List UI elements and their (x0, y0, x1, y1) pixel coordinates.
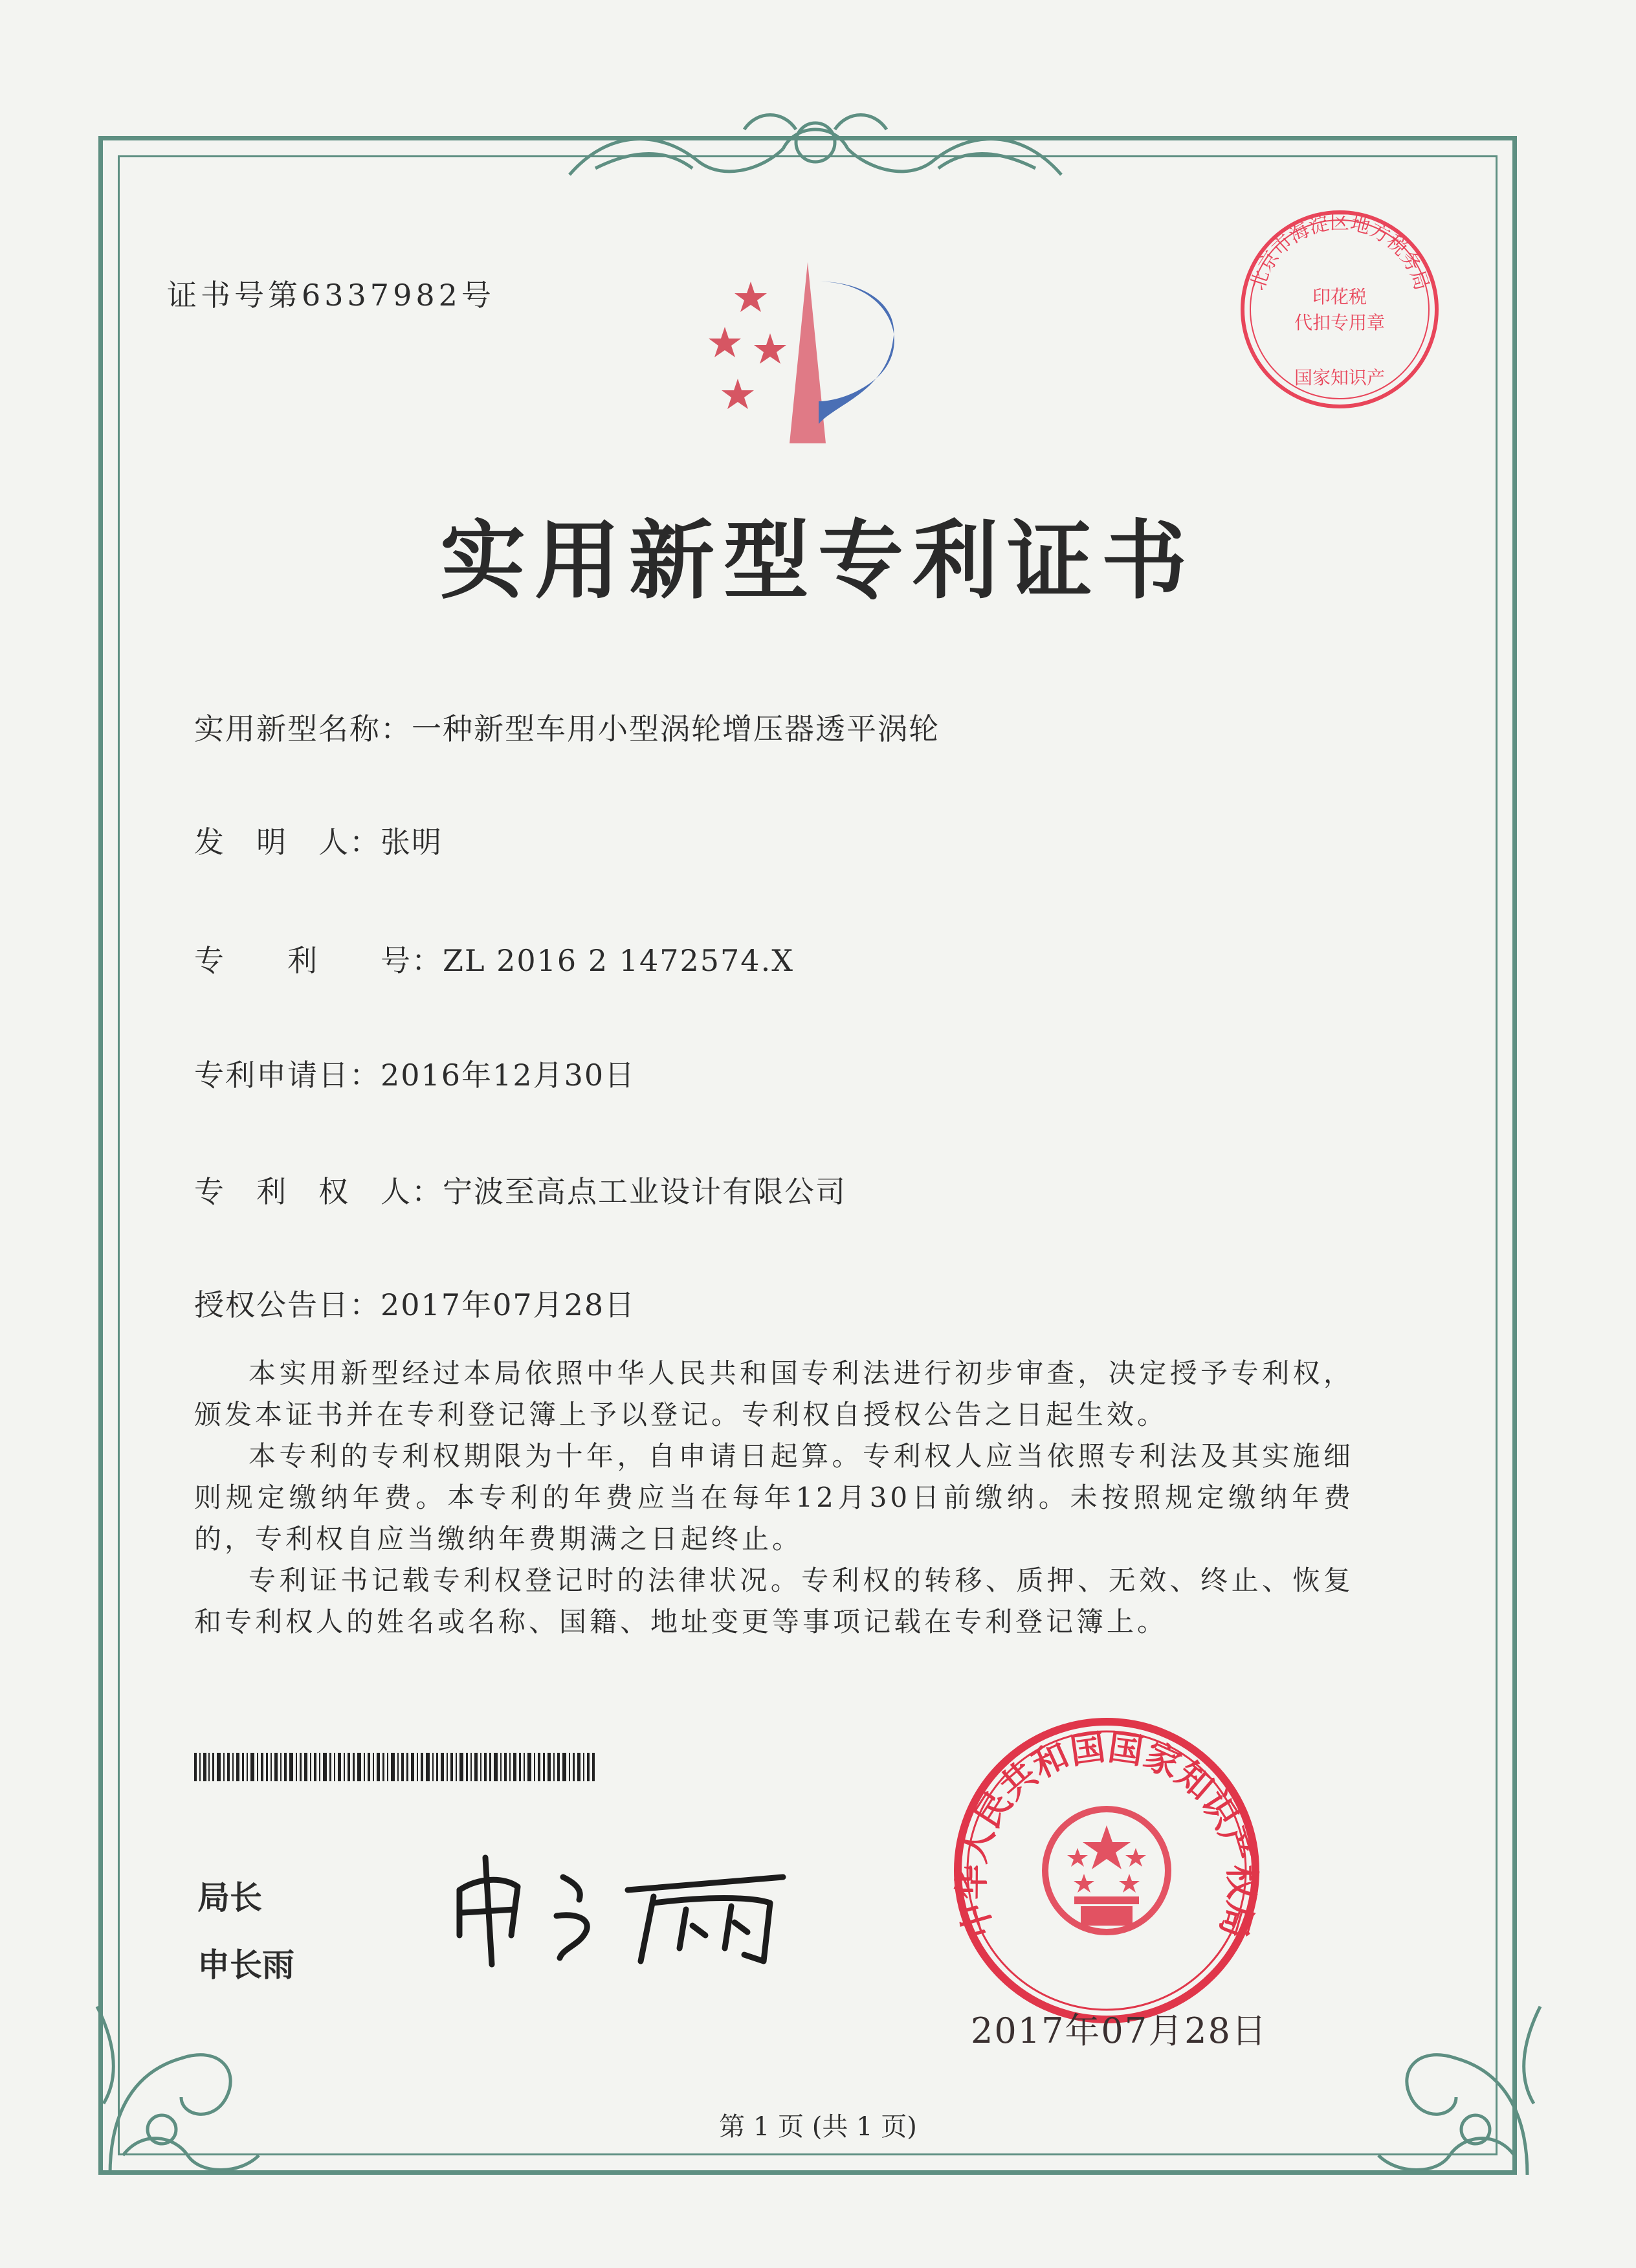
field-label: 专利申请日： (194, 1058, 381, 1093)
svg-text:中华人民共和国国家知识产权局: 中华人民共和国国家知识产权局 (950, 1726, 1263, 1943)
director-name: 申长雨 (197, 1946, 294, 1984)
barcode (194, 1753, 595, 1781)
field-utility-model-name (194, 706, 940, 748)
field-label: 专 利 号： (194, 943, 443, 978)
body-paragraph: 本专利的专利权期限为十年，自申请日起算。专利权人应当依照专利法及其实施细则规定缴纳年费。本专利的年费应当在每年12月30日前缴纳。未按照规定缴纳年费的，专利权自应当缴纳年费期满之日起终止。 (194, 1440, 1354, 1555)
page-number: 第 1 页 (共 1 页) (719, 2112, 917, 2142)
director-title: 局长 (197, 1879, 262, 1917)
field-grant-announcement-date (194, 1282, 636, 1324)
svg-text:国家知识产: 国家知识产 (1294, 367, 1386, 388)
body-paragraph: 专利证书记载专利权登记时的法律状况。专利权的转移、质押、无效、终止、恢复和专利权人的姓名或名称、国籍、地址变更等事项记载在专利登记簿上。 (194, 1564, 1354, 1638)
national-emblem-icon (1045, 1809, 1168, 1932)
field-patentee (194, 1168, 846, 1211)
field-label: 实用新型名称： (194, 711, 412, 746)
field-value: 一种新型车用小型涡轮增压器透平涡轮 (412, 711, 940, 746)
top-ornament (557, 104, 1074, 194)
bottom-right-ornament (1359, 1942, 1553, 2188)
seal-date: 2017年07月28日 (971, 2010, 1268, 2051)
national-ip-office-seal (945, 1709, 1268, 2032)
svg-text:北京市海淀区地方税务局: 北京市海淀区地方税务局 (1246, 211, 1433, 293)
field-value: ZL 2016 2 1472574.X (443, 943, 794, 978)
field-label: 专 利 权 人： (194, 1174, 443, 1209)
field-value: 2017年07月28日 (381, 1287, 636, 1322)
field-value: 2016年12月30日 (381, 1058, 636, 1093)
body-paragraph: 本实用新型经过本局依照中华人民共和国专利法进行初步审查，决定授予专利权，颁发本证书并在专利登记簿上予以登记。专利权自授权公告之日起生效。 (194, 1357, 1354, 1430)
field-patent-number (194, 937, 794, 980)
patent-office-emblem-icon (673, 256, 932, 450)
field-value: 宁波至高点工业设计有限公司 (443, 1174, 846, 1209)
tax-seal-stamp (1230, 199, 1450, 419)
certificate-title: 实用新型专利证书 (440, 511, 1196, 611)
certificate-number: 证书号第6337982号 (167, 278, 495, 313)
director-signature (447, 1851, 809, 1968)
svg-text:印花税: 印花税 (1312, 286, 1367, 307)
svg-text:代扣专用章: 代扣专用章 (1294, 312, 1386, 333)
field-label: 授权公告日： (194, 1287, 381, 1322)
certificate-body (194, 1353, 1354, 1643)
field-value: 张明 (381, 825, 443, 860)
field-label: 发 明 人： (194, 825, 381, 860)
field-inventor (194, 819, 443, 862)
field-application-date (194, 1052, 636, 1095)
